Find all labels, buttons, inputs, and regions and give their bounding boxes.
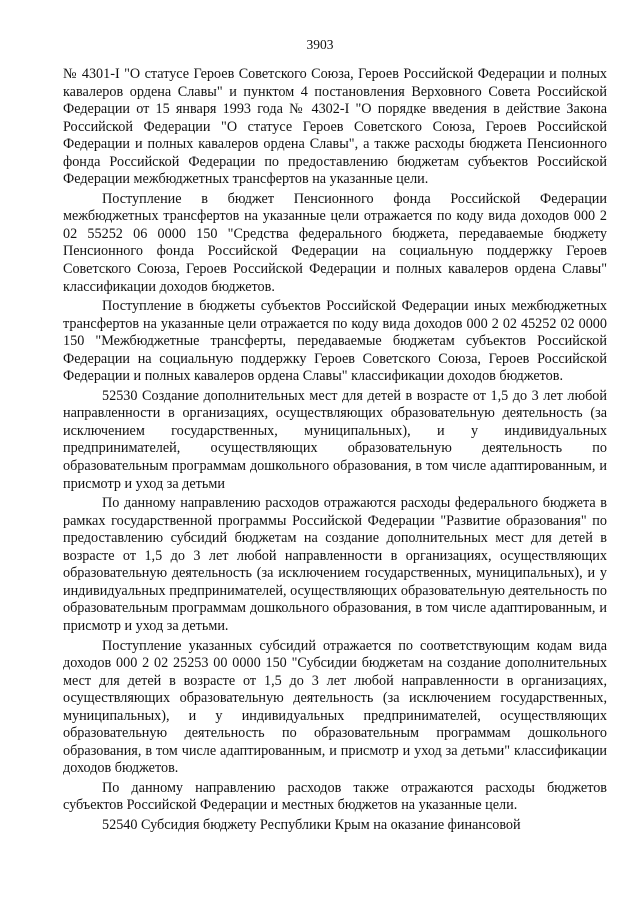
section-heading-52530: 52530 Создание дополнительных мест для детей в возрасте от 1,5 до 3 лет любой направленности в организациях, осуществляющих образовательную деятельность (за исключением государственных, муниципальных), и у индивидуальных предпринимателей, осуществляющих образовательную деятельность по образовательным программам дошкольного образования, в том числе адаптированным, и присмотр и уход за детьми	[63, 387, 607, 492]
paragraph-6: Поступление указанных субсидий отражается по соответствующим кодам вида доходов 000 2 02 25253 00 0000 150 "Субсидии бюджетам на создание дополнительных мест для детей в возрасте от 1,5 до 3 лет любой направленности в организациях, осуществляющих образовательную деятельность (за исключением государственных, муниципальных), и у индивидуальных предпринимателей, осуществляющих образовательную деятельность по образовательным программам дошкольного образования, в том числе адаптированным, и присмотр и уход за детьми" классификации доходов бюджетов.	[63, 637, 607, 777]
paragraph-3: Поступление в бюджеты субъектов Российской Федерации иных межбюджетных трансфертов на указанные цели отражается по коду вида доходов 000 2 02 45252 02 0000 150 "Межбюджетные трансферты, передаваемые бюджетам субъектов Российской Федерации на социальную поддержку Героев Советского Союза, Героев Российской Федерации и полных кавалеров ордена Славы" классификации доходов бюджетов.	[63, 298, 607, 385]
paragraph-2: Поступление в бюджет Пенсионного фонда Российской Федерации межбюджетных трансфертов на указанные цели отражается по коду вида доходов 000 2 02 55252 06 0000 150 "Средства федерального бюджета, передаваемые бюджету Пенсионного фонда Российской Федерации на социальную поддержку Героев Советского Союза, Героев Российской Федерации и полных кавалеров ордена Славы" классификации доходов бюджетов.	[63, 190, 607, 295]
paragraph-1: № 4301-I "О статусе Героев Советского Союза, Героев Российской Федерации и полных кавалеров ордена Славы" и пунктом 4 постановления Верховного Совета Российской Федерации от 15 января 1993 года № 4302-I "О порядке введения в действие Закона Российской Федерации "О статусе Героев Советского Союза, Героев Российской Федерации и полных кавалеров ордена Славы", а также расходы бюджета Пенсионного фонда Российской Федерации по предоставлению бюджетам субъектов Российской Федерации межбюджетных трансфертов на указанные цели.	[63, 66, 607, 188]
paragraph-5: По данному направлению расходов отражаются расходы федерального бюджета в рамках государственной программы Российской Федерации "Развитие образования" по предоставлению субсидий бюджетам на создание дополнительных мест для детей в возрасте от 1,5 до 3 лет любой направленности в организациях, осуществляющих образовательную деятельность (за исключением государственных, муниципальных), и у индивидуальных предпринимателей, осуществляющих образовательную деятельность по образовательным программам дошкольного образования, в том числе адаптированным, и присмотр и уход за детьми.	[63, 495, 607, 634]
paragraph-7: По данному направлению расходов также отражаются расходы бюджетов субъектов Российской Федерации и местных бюджетов на указанные цели.	[63, 779, 607, 814]
section-heading-52540: 52540 Субсидия бюджету Республики Крым на оказание финансовой	[102, 816, 521, 833]
page-number: 3903	[306, 37, 334, 52]
document-body	[63, 66, 607, 835]
